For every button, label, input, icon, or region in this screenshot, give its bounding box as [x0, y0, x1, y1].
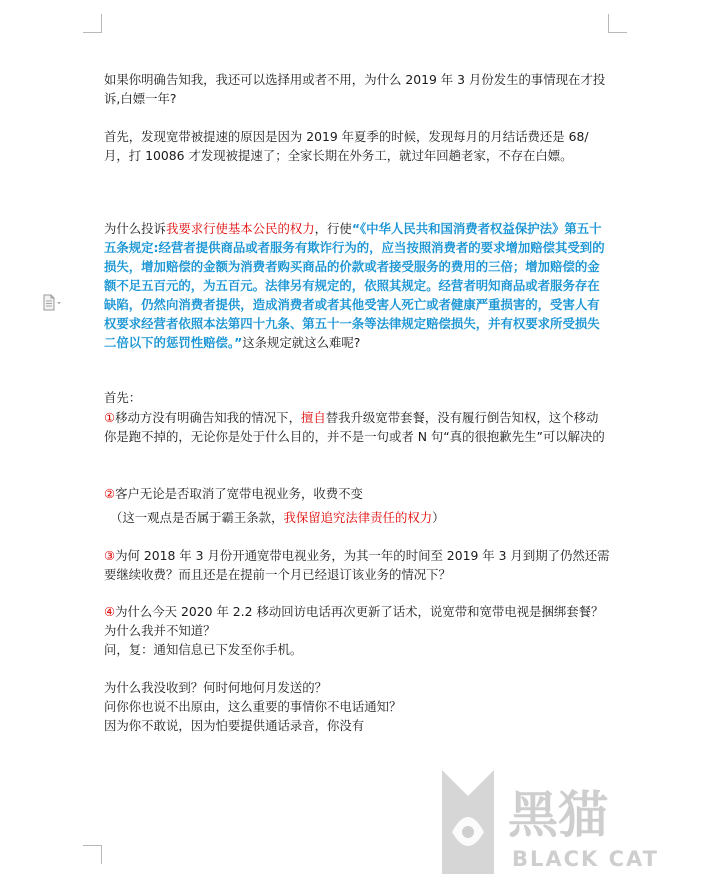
highlight-red: 擅自: [300, 410, 326, 425]
paragraph-law-citation: [104, 219, 610, 352]
paragraph-note: [110, 508, 616, 527]
text-line: 为什么今天 2020 年 2.2 移动回访电话再次更新了话术，说宽带和宽带电视是捆绑套餐？: [115, 604, 604, 619]
highlight-red: 我保留追究法律责任的权力: [283, 510, 433, 525]
document-icon[interactable]: [42, 294, 62, 312]
watermark-sub-text: BLACK CAT: [512, 847, 659, 871]
text-segment: 为什么投诉: [104, 221, 166, 236]
text-line: 因为你不敢说，因为怕要提供通话录音，你没有: [104, 718, 365, 733]
cat-logo-icon: [442, 770, 494, 874]
paragraph-closing: [104, 678, 610, 735]
list-item-1: [104, 408, 610, 446]
text-line: 为什么我没收到？何时何地何月发送的？: [104, 680, 328, 695]
text-segment: 客户无论是否取消了宽带电视业务，收费不变: [115, 486, 363, 501]
text-line: 问你你也说不出原由，这么重要的事情你不电话通知？: [104, 699, 402, 714]
page-corner-mark-bottom-left: [83, 845, 102, 864]
text-line: 问，复：通知信息已下发至你手机。: [104, 642, 303, 657]
list-item-2: [104, 484, 610, 503]
black-cat-watermark: [432, 762, 710, 880]
list-item-4: [104, 602, 610, 659]
list-marker: ③: [104, 548, 116, 563]
text-segment: 替我升级宽带套餐，没有履行倒告知权，这个移动你是跑不掉的，无论你是处于什么目的，并不是一句或者 N 句“真的很抱歉先生”可以解决的: [104, 410, 605, 444]
text-line: 为什么我并不知道？: [104, 623, 216, 638]
highlight-blue-quote: “《中华人民共和国消费者权益保护法》第五十五条规定:经营者提供商品或者服务有欺诈行为的，应当按照消费者的要求增加赔偿其受到的损失，增加赔偿的金额为消费者购买商品的价款或者接受服务的费用的三倍；增加赔偿的金额不足五百元的，为五百元。法律另有规定的，依照其规定。经营者明知商品或者服务存在缺陷，仍然向消费者提供，造成消费者或者其他受害人死亡或者健康严重损害的，受害人有权要求经营者依照本法第四十九条、第五十一条等法律规定赔偿损失，并有权要求所受损失二倍以下的惩罚性赔偿。”: [104, 221, 605, 350]
page-corner-mark-top-left: [83, 14, 102, 33]
text-segment: ）: [432, 510, 445, 525]
text-segment: 这条规定就这么难呢?: [242, 335, 361, 350]
text-segment: 移动方没有明确告知我的情况下，: [115, 410, 301, 425]
highlight-red: 我要求行使基本公民的权力: [165, 221, 315, 236]
list-marker: ④: [104, 604, 116, 619]
paragraph-question: 如果你明确告知我，我还可以选择用或者不用，为什么 2019 年 3 月份发生的事情现在才投诉,白嫖一年?: [104, 72, 606, 106]
page-corner-mark-top-right: [608, 14, 627, 33]
paragraph-answer: 首先，发现宽带被提速的原因是因为 2019 年夏季的时候，发现每月的月结话费还是 68/月，打 10086 才发现被提速了；全家长期在外务工，就过年回趟老家，不存在白嫖。: [104, 129, 589, 163]
paragraph-heading: 首先：: [104, 390, 142, 405]
text-segment: （这一观点是否属于霸王条款，: [110, 510, 284, 525]
list-marker: ②: [104, 486, 116, 501]
list-item-3: [104, 546, 610, 584]
list-marker: ①: [104, 410, 116, 425]
text-segment: 为何 2018 年 3 月份开通宽带电视业务，为其一年的时间至 2019 年 3 月到期了仍然还需要继续收费？而且还是在提前一个月已经退订该业务的情况下？: [104, 548, 610, 582]
watermark-logo-text: 黑猫: [508, 786, 608, 844]
text-segment: ，行使: [314, 221, 352, 236]
